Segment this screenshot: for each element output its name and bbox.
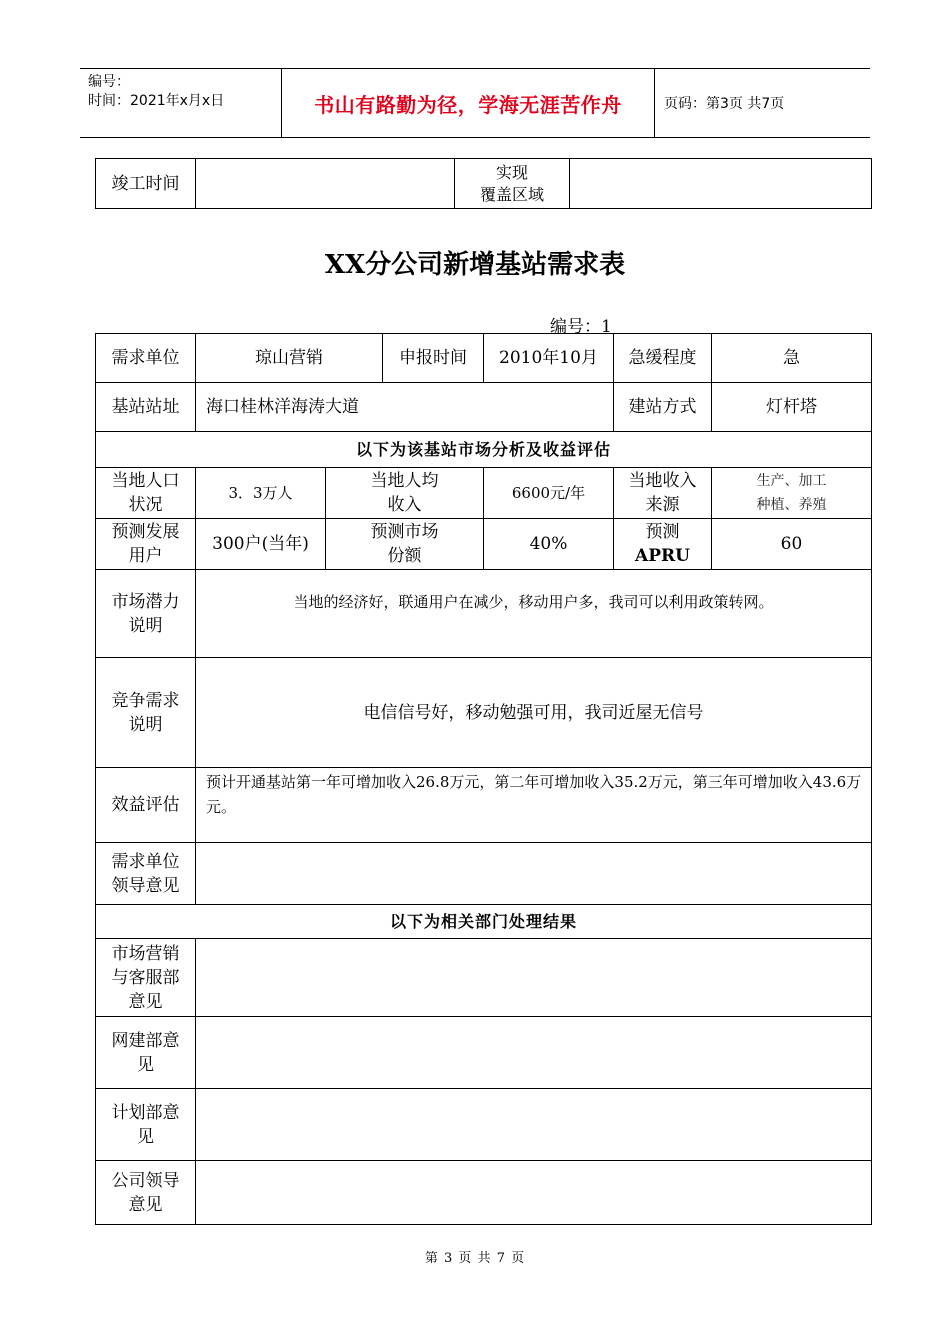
potential-value: 当地的经济好，联通用户在减少，移动用户多，我司可以利用政策转网。 <box>196 570 872 658</box>
competition-label-line2: 说明 <box>128 714 163 735</box>
report-time-label: 申报时间 <box>383 334 484 383</box>
network-dept-label-line1: 网建部意 <box>111 1030 180 1051</box>
company-leader-label <box>96 1161 196 1225</box>
potential-label <box>96 570 196 658</box>
population-label-line2: 状况 <box>128 495 163 515</box>
page-header <box>80 68 870 138</box>
network-dept-label-line2: 见 <box>137 1054 154 1075</box>
network-dept-label <box>96 1017 196 1089</box>
leader-opinion-label-line2: 领导意见 <box>111 875 180 896</box>
company-leader-value <box>196 1161 872 1225</box>
time-label: 时间：2021年x月x日 <box>88 93 225 109</box>
competition-label <box>96 658 196 768</box>
income-source-value <box>712 468 872 519</box>
marketing-dept-value <box>196 939 872 1017</box>
income-source-label-line2: 来源 <box>645 495 680 515</box>
benefit-value: 预计开通基站第一年可增加收入26.8万元，第二年可增加收入35.2万元，第三年可增加收入43.6万元。 <box>196 768 872 843</box>
coverage-value <box>570 159 872 209</box>
population-label-line1: 当地人口 <box>111 471 180 491</box>
marketing-dept-label-line3: 意见 <box>128 991 163 1012</box>
income-label-line1: 当地人均 <box>370 471 439 491</box>
planning-dept-label-line1: 计划部意 <box>111 1102 180 1123</box>
income-label <box>326 468 484 519</box>
marketing-dept-label-line1: 市场营销 <box>111 943 180 964</box>
urgency-label: 急缓程度 <box>614 334 712 383</box>
benefit-label: 效益评估 <box>96 768 196 843</box>
demand-unit-label: 需求单位 <box>96 334 196 383</box>
company-leader-label-line1: 公司领导 <box>111 1170 180 1191</box>
market-share-label <box>326 519 484 570</box>
arpu-label-line2: APRU <box>635 546 690 566</box>
income-source-value-line2: 种植、养殖 <box>756 497 827 513</box>
competition-label-line1: 竞争需求 <box>111 690 180 711</box>
build-method-label: 建站方式 <box>614 383 712 432</box>
leader-opinion-label <box>96 843 196 905</box>
market-share-label-line1: 预测市场 <box>370 522 439 542</box>
population-label <box>96 468 196 519</box>
completion-table <box>95 158 872 209</box>
urgency-value: 急 <box>712 334 872 383</box>
income-source-label <box>614 468 712 519</box>
section-heading-departments: 以下为相关部门处理结果 <box>96 905 872 939</box>
site-address-label: 基站站址 <box>96 383 196 432</box>
users-label <box>96 519 196 570</box>
arpu-label <box>614 519 712 570</box>
coverage-label <box>455 159 570 209</box>
income-source-label-line1: 当地收入 <box>628 471 697 491</box>
report-time-value: 2010年10月 <box>484 334 614 383</box>
company-leader-label-line2: 意见 <box>128 1194 163 1215</box>
header-page-label: 页码：第3页 共7页 <box>664 96 785 112</box>
coverage-label-line2: 覆盖区域 <box>479 184 544 204</box>
leader-opinion-value <box>196 843 872 905</box>
demand-form-table <box>95 333 872 1225</box>
section-heading-market: 以下为该基站市场分析及收益评估 <box>96 432 872 468</box>
header-meta <box>88 73 224 111</box>
site-address-value: 海口桂林洋海涛大道 <box>196 383 614 432</box>
market-share-value: 40% <box>484 519 614 570</box>
doc-no-label: 编号： <box>88 74 130 90</box>
market-share-label-line2: 份额 <box>387 546 422 566</box>
potential-label-line1: 市场潜力 <box>111 591 180 612</box>
marketing-dept-label-line2: 与客服部 <box>111 967 180 988</box>
potential-label-line2: 说明 <box>128 615 163 636</box>
income-source-value-line1: 生产、加工 <box>756 473 827 489</box>
network-dept-value <box>196 1017 872 1089</box>
completion-time-value <box>196 159 455 209</box>
build-method-value: 灯杆塔 <box>712 383 872 432</box>
arpu-value: 60 <box>712 519 872 570</box>
arpu-label-line1: 预测 <box>645 522 680 542</box>
leader-opinion-label-line1: 需求单位 <box>111 851 180 872</box>
planning-dept-value <box>196 1089 872 1161</box>
population-value: 3．3万人 <box>196 468 326 519</box>
users-value: 300户(当年) <box>196 519 326 570</box>
income-value: 6600元/年 <box>484 468 614 519</box>
planning-dept-label <box>96 1089 196 1161</box>
header-motto: 书山有路勤为径，学海无涯苦作舟 <box>281 69 655 137</box>
coverage-label-line1: 实现 <box>495 162 528 182</box>
completion-time-label: 竣工时间 <box>96 159 196 209</box>
demand-unit-value: 琼山营销 <box>196 334 383 383</box>
planning-dept-label-line2: 见 <box>137 1126 154 1147</box>
competition-value: 电信信号好，移动勉强可用，我司近屋无信号 <box>196 658 872 768</box>
doc-number: 编号：1 <box>550 317 612 337</box>
marketing-dept-label <box>96 939 196 1017</box>
users-label-line2: 用户 <box>128 546 163 566</box>
income-label-line2: 收入 <box>387 495 422 515</box>
page-footer: 第 3 页 共 7 页 <box>424 1251 526 1266</box>
page-title: XX分公司新增基站需求表 <box>324 250 626 280</box>
users-label-line1: 预测发展 <box>111 522 180 542</box>
